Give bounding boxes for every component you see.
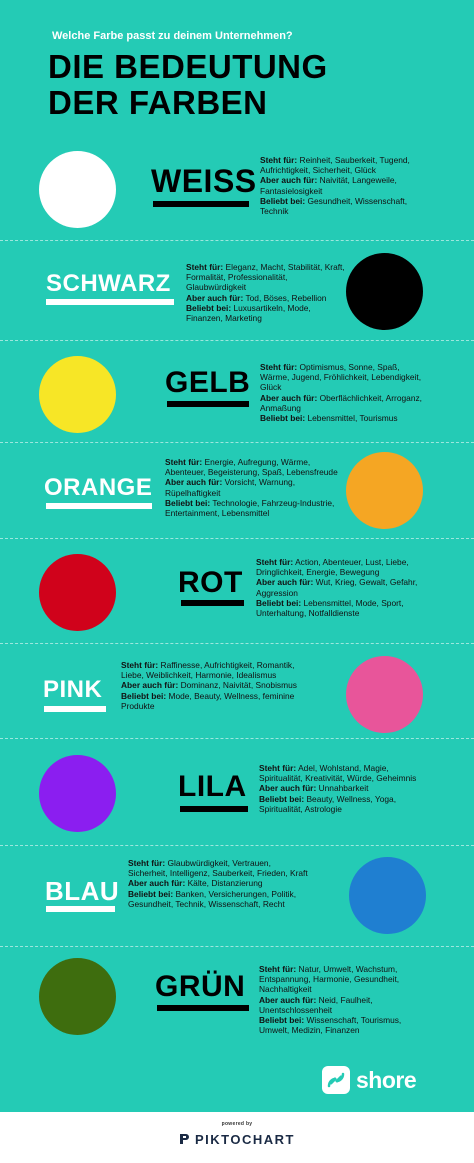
section-divider — [0, 240, 474, 241]
color-description-weiss — [260, 155, 430, 216]
piktochart-logo[interactable] — [0, 1132, 474, 1147]
beliebt-text: Mode, Beauty, Wellness, feminine Produkte — [121, 690, 295, 711]
color-underline — [157, 1005, 249, 1011]
color-swatch-blau — [349, 857, 426, 934]
steht-label: Steht für: — [260, 155, 298, 165]
color-name-orange: ORANGE — [44, 474, 153, 501]
shore-wordmark: shore — [356, 1067, 417, 1093]
color-name-pink: PINK — [43, 676, 103, 703]
steht-label: Steht für: — [186, 262, 224, 272]
color-description-gelb — [260, 362, 430, 423]
shore-logo — [322, 1066, 426, 1094]
steht-label: Steht für: — [256, 557, 294, 567]
beliebt-label: Beliebt bei: — [259, 793, 305, 804]
beliebt-text: Lebensmittel, Tourismus — [307, 413, 398, 424]
aber-text: Oberflächlichkeit, Arroganz, Anmaßung — [260, 392, 422, 413]
aber-text: Tod, Böses, Rebellion — [245, 292, 327, 303]
color-description-orange — [165, 457, 340, 518]
steht-text: Adel, Wohlstand, Magie, Spiritualität, Kreativität, Würde, Geheimnis — [259, 763, 417, 784]
aber-label: Aber auch für: — [259, 994, 317, 1005]
aber-label: Aber auch für: — [186, 292, 244, 303]
beliebt-label: Beliebt bei: — [260, 195, 306, 206]
steht-text: Natur, Umwelt, Wachstum, Entspannung, Harmonie, Gesundheit, Nachhaltigkeit — [259, 964, 400, 995]
color-description-gruen — [259, 964, 431, 1035]
steht-label: Steht für: — [259, 964, 297, 974]
page-subtitle: Welche Farbe passt zu deinem Unternehmen? — [52, 30, 293, 42]
piktochart-wordmark: PIKTOCHART — [195, 1132, 295, 1147]
color-name-lila: LILA — [178, 770, 247, 803]
color-swatch-rot — [39, 554, 116, 631]
steht-text: Optimismus, Sonne, Spaß, Wärme, Jugend, Fröhlichkeit, Lebendigkeit, Glück — [260, 362, 422, 393]
steht-label: Steht für: — [128, 858, 166, 868]
color-swatch-weiss — [39, 151, 116, 228]
steht-text: Energie, Aufregung, Wärme, Abenteuer, Begeisterung, Spaß, Lebensfreude — [165, 457, 338, 478]
section-divider — [0, 643, 474, 644]
steht-text: Reinheit, Sauberkeit, Tugend, Aufrichtigkeit, Sicherheit, Glück — [260, 155, 410, 176]
color-underline — [180, 806, 248, 812]
aber-label: Aber auch für: — [260, 175, 318, 186]
steht-label: Steht für: — [165, 457, 203, 467]
color-swatch-pink — [346, 656, 423, 733]
color-underline — [153, 201, 249, 207]
steht-label: Steht für: — [260, 362, 298, 372]
beliebt-label: Beliebt bei: — [259, 1015, 305, 1026]
beliebt-label: Beliebt bei: — [260, 413, 306, 424]
color-description-lila — [259, 763, 429, 814]
beliebt-text: Luxusartikeln, Mode, Finanzen, Marketing — [186, 302, 311, 324]
piktochart-icon — [179, 1133, 189, 1145]
color-name-gruen: GRÜN — [155, 970, 246, 1003]
color-swatch-gruen — [39, 958, 116, 1035]
beliebt-label: Beliebt bei: — [165, 497, 211, 508]
beliebt-label: Beliebt bei: — [128, 888, 174, 899]
color-name-gelb: GELB — [165, 366, 251, 399]
beliebt-label: Beliebt bei: — [186, 302, 232, 313]
section-divider — [0, 538, 474, 539]
steht-text: Glaubwürdigkeit, Vertrauen, Sicherheit, Intelligenz, Sauberkeit, Frieden, Kraft — [128, 858, 308, 879]
page-title-line-2: DER FARBEN — [48, 84, 268, 121]
aber-label: Aber auch für: — [121, 680, 179, 691]
footer — [0, 1112, 474, 1163]
color-name-blau: BLAU — [45, 876, 120, 906]
color-swatch-lila — [39, 755, 116, 832]
aber-text: Dominanz, Naivität, Snobismus — [180, 680, 297, 691]
powered-by-label: powered by — [221, 1121, 253, 1127]
color-underline — [46, 906, 115, 912]
color-underline — [167, 401, 249, 407]
beliebt-text: Technologie, Fahrzeug-Industrie, Entertainment, Lebensmittel — [165, 497, 335, 519]
steht-label: Steht für: — [121, 660, 159, 670]
steht-text: Action, Abenteuer, Lust, Liebe, Dringlichkeit, Energie, Bewegung — [256, 557, 409, 578]
aber-label: Aber auch für: — [165, 477, 223, 488]
beliebt-label: Beliebt bei: — [121, 690, 167, 701]
aber-text: Naivität, Langeweile, Fantasielosigkeit — [260, 175, 397, 196]
aber-text: Neid, Faulheit, Unentschlossenheit — [259, 994, 373, 1015]
section-divider — [0, 845, 474, 846]
aber-label: Aber auch für: — [260, 392, 318, 403]
beliebt-text: Gesundheit, Wissenschaft, Technik — [260, 195, 408, 217]
beliebt-text: Banken, Versicherungen, Politik, Gesundheit, Technik, Wissenschaft, Recht — [128, 888, 297, 909]
section-divider — [0, 738, 474, 739]
aber-label: Aber auch für: — [128, 878, 186, 889]
section-divider — [0, 946, 474, 947]
beliebt-label: Beliebt bei: — [256, 597, 302, 608]
page-title-line-1: DIE BEDEUTUNG — [48, 48, 328, 85]
aber-label: Aber auch für: — [256, 577, 314, 588]
aber-text: Unnahbarkeit — [318, 783, 369, 794]
color-swatch-orange — [346, 452, 423, 529]
steht-text: Raffinesse, Aufrichtigkeit, Romantik, Liebe, Weiblichkeit, Harmonie, Idealismus — [121, 660, 295, 681]
color-underline — [181, 600, 244, 606]
color-name-schwarz: SCHWARZ — [46, 270, 171, 297]
aber-text: Vorsicht, Warnung, Rüpelhaftigkeit — [165, 477, 296, 498]
aber-label: Aber auch für: — [259, 783, 317, 794]
color-description-rot — [256, 557, 428, 618]
color-swatch-gelb — [39, 356, 116, 433]
shore-icon — [322, 1066, 350, 1094]
beliebt-text: Lebensmittel, Mode, Sport, Unterhaltung, Notfalldienste — [256, 597, 404, 619]
beliebt-text: Wissenschaft, Tourismus, Umwelt, Medizin, Finanzen — [259, 1015, 402, 1036]
steht-label: Steht für: — [259, 763, 297, 773]
steht-text: Eleganz, Macht, Stabilität, Kraft, Formalität, Professionalität, Glaubwürdigkeit — [186, 262, 345, 293]
color-description-pink — [121, 660, 306, 711]
beliebt-text: Beauty, Wellness, Yoga, Spiritualität, Astrologie — [259, 793, 397, 814]
aber-text: Kälte, Distanzierung — [187, 878, 263, 889]
color-swatch-schwarz — [346, 253, 423, 330]
color-description-schwarz — [186, 262, 346, 323]
section-divider — [0, 340, 474, 341]
color-underline — [46, 299, 174, 305]
section-divider — [0, 442, 474, 443]
color-name-weiss: WEISS — [151, 163, 257, 199]
aber-text: Wut, Krieg, Gewalt, Gefahr, Aggression — [256, 577, 418, 598]
color-description-blau — [128, 858, 308, 909]
header — [0, 0, 474, 140]
color-name-rot: ROT — [178, 566, 243, 599]
color-underline — [46, 503, 152, 509]
color-underline — [44, 706, 106, 712]
